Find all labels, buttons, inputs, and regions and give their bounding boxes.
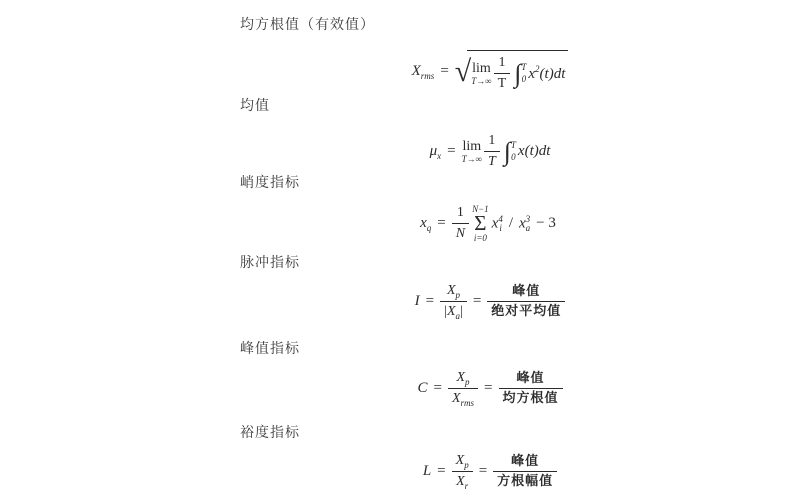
equals-sign: = xyxy=(447,143,456,160)
fraction-symbols xyxy=(452,452,473,491)
square-root xyxy=(455,50,569,93)
subscript: p xyxy=(464,459,469,470)
denominator: T xyxy=(487,154,496,170)
fraction-symbols xyxy=(448,369,478,408)
variable-xq xyxy=(420,215,431,233)
variable: x xyxy=(491,215,499,232)
denominator: T xyxy=(497,76,507,92)
variable-C: C xyxy=(417,380,428,397)
formula-row xyxy=(423,452,557,491)
numerator xyxy=(452,452,473,472)
heading-kurtosis: 峭度指标 xyxy=(240,174,300,190)
fraction-chinese xyxy=(493,453,557,490)
variable: x xyxy=(528,65,536,82)
variable: x xyxy=(517,143,525,160)
numerator xyxy=(440,282,467,302)
equals-sign: = xyxy=(440,63,449,80)
denominator-label: 绝对平均值 xyxy=(491,303,562,319)
fraction-chinese xyxy=(499,370,563,407)
sum-lower-limit: i=0 xyxy=(473,232,487,243)
equals-sign: = xyxy=(425,293,435,310)
heading-mean: 均值 xyxy=(240,97,270,113)
equals-sign: = xyxy=(472,293,482,310)
sigma-icon: Σ xyxy=(474,210,487,235)
denominator-label: 方根幅值 xyxy=(497,473,554,489)
formula-row xyxy=(420,204,560,243)
subscript: rms xyxy=(420,70,435,81)
numerator-label: 峰值 xyxy=(487,283,565,302)
equals-sign: = xyxy=(478,463,488,480)
variable-mu xyxy=(430,143,442,161)
subscript: a xyxy=(455,310,461,321)
heading-clearance: 裕度指标 xyxy=(240,424,300,440)
integral-icon: ∫ xyxy=(503,136,511,166)
numerator-label: 峰值 xyxy=(499,370,563,389)
integrand xyxy=(528,65,565,83)
minus-three: − 3 xyxy=(536,215,556,232)
abs-bar: | xyxy=(460,304,463,320)
formula-rms xyxy=(240,50,740,93)
denominator-label: 均方根值 xyxy=(502,390,559,406)
subscript: r xyxy=(464,480,469,491)
formula-kurtosis xyxy=(240,204,740,243)
integrand xyxy=(518,143,551,160)
denominator xyxy=(448,389,478,408)
fraction xyxy=(452,204,469,243)
variable: X xyxy=(446,304,456,320)
limit xyxy=(471,62,491,86)
abs-bar: | xyxy=(444,304,447,320)
formula-clearance xyxy=(240,452,740,491)
fraction xyxy=(494,54,511,93)
heading-impulse: 脉冲指标 xyxy=(240,254,300,270)
equals-sign: = xyxy=(437,215,446,232)
variable: X xyxy=(446,283,456,298)
subscript: q xyxy=(426,222,432,233)
term-xi4 xyxy=(492,215,503,233)
limit xyxy=(462,140,482,164)
numerator: 1 xyxy=(484,132,500,152)
differential: (t)dt xyxy=(539,65,566,82)
sum-upper-limit: N−1 xyxy=(472,203,489,214)
fraction-chinese xyxy=(487,283,565,320)
numerator xyxy=(448,369,478,389)
formula-impulse xyxy=(240,282,740,321)
limit-word: lim xyxy=(462,138,482,154)
sup-sub-stack xyxy=(498,215,503,233)
variable-L: L xyxy=(422,463,432,480)
formula-mean xyxy=(240,132,740,171)
variable: X xyxy=(456,370,466,385)
formula-row xyxy=(430,132,551,171)
subscript: a xyxy=(525,222,531,233)
slash-operator: / xyxy=(508,215,513,232)
limit-condition: T→∞ xyxy=(471,75,492,86)
equals-sign: = xyxy=(433,380,442,397)
exponent: 3 xyxy=(525,213,531,224)
variable: X xyxy=(451,391,461,407)
sup-sub-stack xyxy=(526,215,531,233)
fraction xyxy=(484,132,500,171)
variable: μ xyxy=(429,142,438,159)
term-xa3 xyxy=(519,215,530,233)
variable-xrms xyxy=(412,63,435,81)
denominator xyxy=(440,302,467,321)
equals-sign: = xyxy=(484,380,493,397)
denominator: N xyxy=(455,226,466,242)
subscript: rms xyxy=(460,397,475,408)
variable: X xyxy=(455,453,465,468)
formula-row xyxy=(415,282,566,321)
exponent: 4 xyxy=(498,213,503,224)
exponent: 2 xyxy=(535,63,540,74)
formula-row xyxy=(417,369,562,408)
radical-icon: √ xyxy=(454,54,472,88)
heading-crest: 峰值指标 xyxy=(240,340,300,356)
equals-sign: = xyxy=(437,463,446,480)
limit-condition: T→∞ xyxy=(461,153,482,164)
upper-limit: T xyxy=(521,62,527,72)
fraction-symbols xyxy=(440,282,467,321)
limit-word: lim xyxy=(472,60,491,76)
subscript: x xyxy=(437,150,442,161)
integral-limits xyxy=(521,62,526,85)
variable: X xyxy=(411,62,421,79)
subscript: p xyxy=(455,289,461,300)
variable: x xyxy=(420,214,427,231)
formula-crest xyxy=(240,369,740,408)
formula-row xyxy=(412,50,569,93)
variable: x xyxy=(519,215,526,232)
variable-I: I xyxy=(414,293,420,310)
lower-limit: 0 xyxy=(521,73,527,84)
differential: (t)dt xyxy=(524,143,551,160)
summation xyxy=(472,205,489,243)
heading-rms: 均方根值（有效值） xyxy=(240,16,375,32)
subscript: i xyxy=(499,222,502,233)
upper-limit: T xyxy=(510,140,516,150)
integral-icon: ∫ xyxy=(514,58,522,88)
radicand xyxy=(467,50,568,93)
denominator xyxy=(452,472,472,491)
numerator-label: 峰值 xyxy=(493,453,557,472)
subscript: p xyxy=(465,376,470,387)
lower-limit: 0 xyxy=(511,151,516,162)
variable: X xyxy=(456,474,465,490)
numerator: 1 xyxy=(494,54,511,74)
numerator: 1 xyxy=(452,204,469,224)
integral-limits xyxy=(511,140,516,163)
